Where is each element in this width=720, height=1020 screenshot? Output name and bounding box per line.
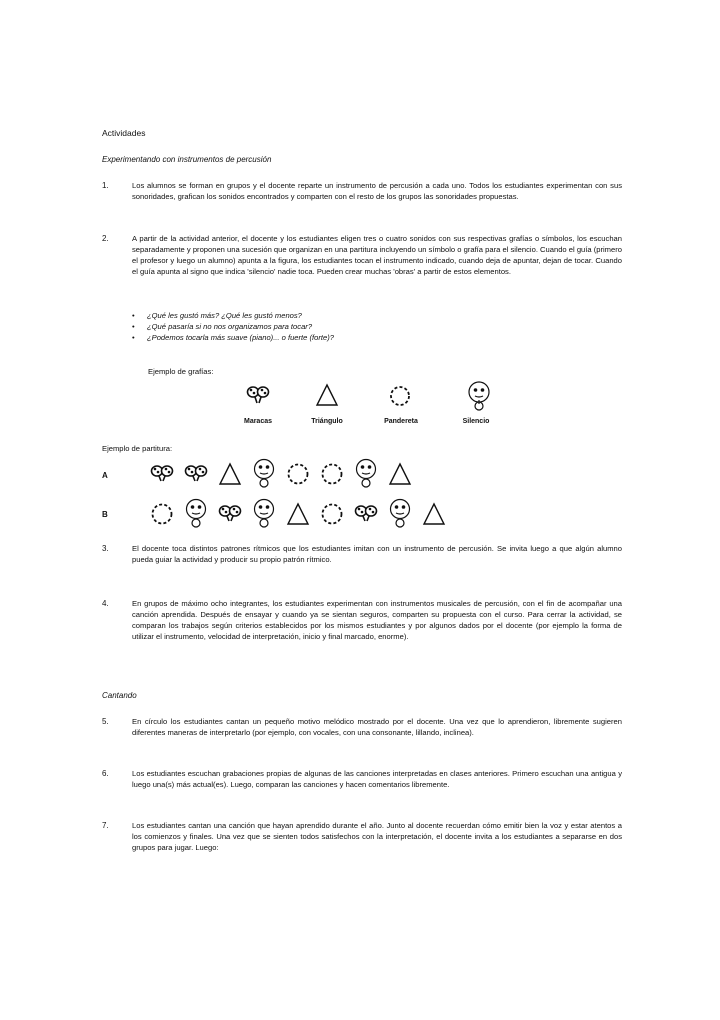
section-title-percussion: Experimentando con instrumentos de percusión (102, 155, 272, 164)
activities-heading: Actividades (102, 128, 146, 138)
item-text: En grupos de máximo ocho integrantes, los estudiantes experimentan con instrumentos musicales de percusión, con el fin de acompañar una canción aprendida. Después de ensayar y cuando ya se sientan seguros, comparten su propuesta con el curso. Para cerrar la actividad, se comparan los trabajos según criterios establecidos por los mismos estudiantes y por algunos dados por el docente (por ejemplo la forma de utilizar el instrumento, velocidad de interpretación, inicio y final marcado, enorme). (132, 599, 622, 641)
question-item: • ¿Qué pasaría si no nos organizamos para tocar? (130, 321, 590, 332)
tambourine-icon (387, 383, 413, 409)
legend-label-tambourine: Pandereta (384, 418, 418, 425)
partitura-title: Ejemplo de partitura: (102, 444, 173, 453)
score-tambourine-icon (286, 462, 310, 492)
item-text: Los estudiantes cantan una canción que hayan aprendido durante el año. Junto al docente recuerdan cómo emitir bien la voz y estar atentos a los comienzos y finales. Una vez que se sienten todos satisfechos con la interpretación, el docente invita a los estudiantes a separarse en dos grupos para jugar. Luego: (132, 821, 622, 852)
score-tambourine-icon (320, 502, 344, 532)
score-silence-face-icon (354, 458, 378, 488)
item-text: Los estudiantes escuchan grabaciones propias de algunas de las canciones interpretadas en clases anteriores. Primero escuchan una antigua y luego una(s) más actual(es). Luego, comparan las canciones y hacen comentarios libremente. (132, 769, 622, 789)
score-silence-face-icon (252, 458, 276, 488)
grafias-title: Ejemplo de grafías: (148, 367, 214, 376)
score-triangle-icon (286, 502, 310, 532)
item-number: 7. (102, 821, 109, 830)
score-row-label-a: A (102, 471, 108, 480)
legend-label-triangle: Triángulo (311, 418, 343, 425)
silence-face-icon (466, 380, 492, 414)
score-maracas-icon (354, 502, 378, 532)
legend-label-silence: Silencio (462, 418, 490, 425)
score-maracas-icon (184, 462, 208, 492)
item-number: 5. (102, 717, 109, 726)
score-triangle-icon (218, 462, 242, 492)
item-number: 1. (102, 181, 109, 190)
item-number: 3. (102, 544, 109, 553)
score-tambourine-icon (320, 462, 344, 492)
question-list (130, 310, 590, 343)
item-number: 4. (102, 599, 109, 608)
item-text: En círculo los estudiantes cantan un pequeño motivo melódico mostrado por el docente. Una vez que lo aprendieron, libremente sugieren diferentes maneras de interpretarlo (por ejemplo, con vocales, con una consonante, lillando, inclinea). (132, 717, 622, 737)
triangle-icon (315, 383, 339, 407)
score-triangle-icon (388, 462, 412, 492)
item-number: 2. (102, 234, 109, 243)
score-triangle-icon (422, 502, 446, 532)
section-title-singing: Cantando (102, 691, 137, 700)
item-text: El docente toca distintos patrones rítmicos que los estudiantes imitan con un instrumento de percusión. Se invita luego a que algún alumno pueda guiar la actividad y producir su propio patrón rítmico. (132, 544, 622, 564)
item-text: A partir de la actividad anterior, el docente y los estudiantes eligen tres o cuatro sonidos con sus respectivas grafías o símbolos, los escuchan separadamente y proponen una sucesión que organizan en una partitura incluyendo un símbolo o grafía para el silencio. Cuando el guía (primero el profesor y luego un alumno) apunta a la figura, los estudiantes tocan el instrumento indicado, cuando deja de apuntar, dejan de tocar. Cuando el guía apunta al signo que indica 'silencio' nadie toca. Pueden crear muchas 'obras' a partir de estos elementos. (132, 234, 622, 276)
item-text: Los alumnos se forman en grupos y el docente reparte un instrumento de percusión a cada uno. Todos los estudiantes experimentan con sus sonoridades, grafican los sonidos encontrados y comparten con el resto de los grupos las sonoridades propuestas. (132, 181, 622, 201)
score-tambourine-icon (150, 502, 174, 532)
score-silence-face-icon (184, 498, 208, 528)
score-silence-face-icon (252, 498, 276, 528)
question-item: • ¿Qué les gustó más? ¿Qué les gustó menos? (130, 310, 590, 321)
score-row-label-b: B (102, 510, 108, 519)
score-silence-face-icon (388, 498, 412, 528)
legend-label-maracas: Maracas (243, 418, 273, 425)
item-number: 6. (102, 769, 109, 778)
score-maracas-icon (150, 462, 174, 492)
question-item: • ¿Podemos tocarla más suave (piano)... o fuerte (forte)? (130, 332, 590, 343)
score-maracas-icon (218, 502, 242, 532)
maracas-icon (246, 384, 270, 406)
